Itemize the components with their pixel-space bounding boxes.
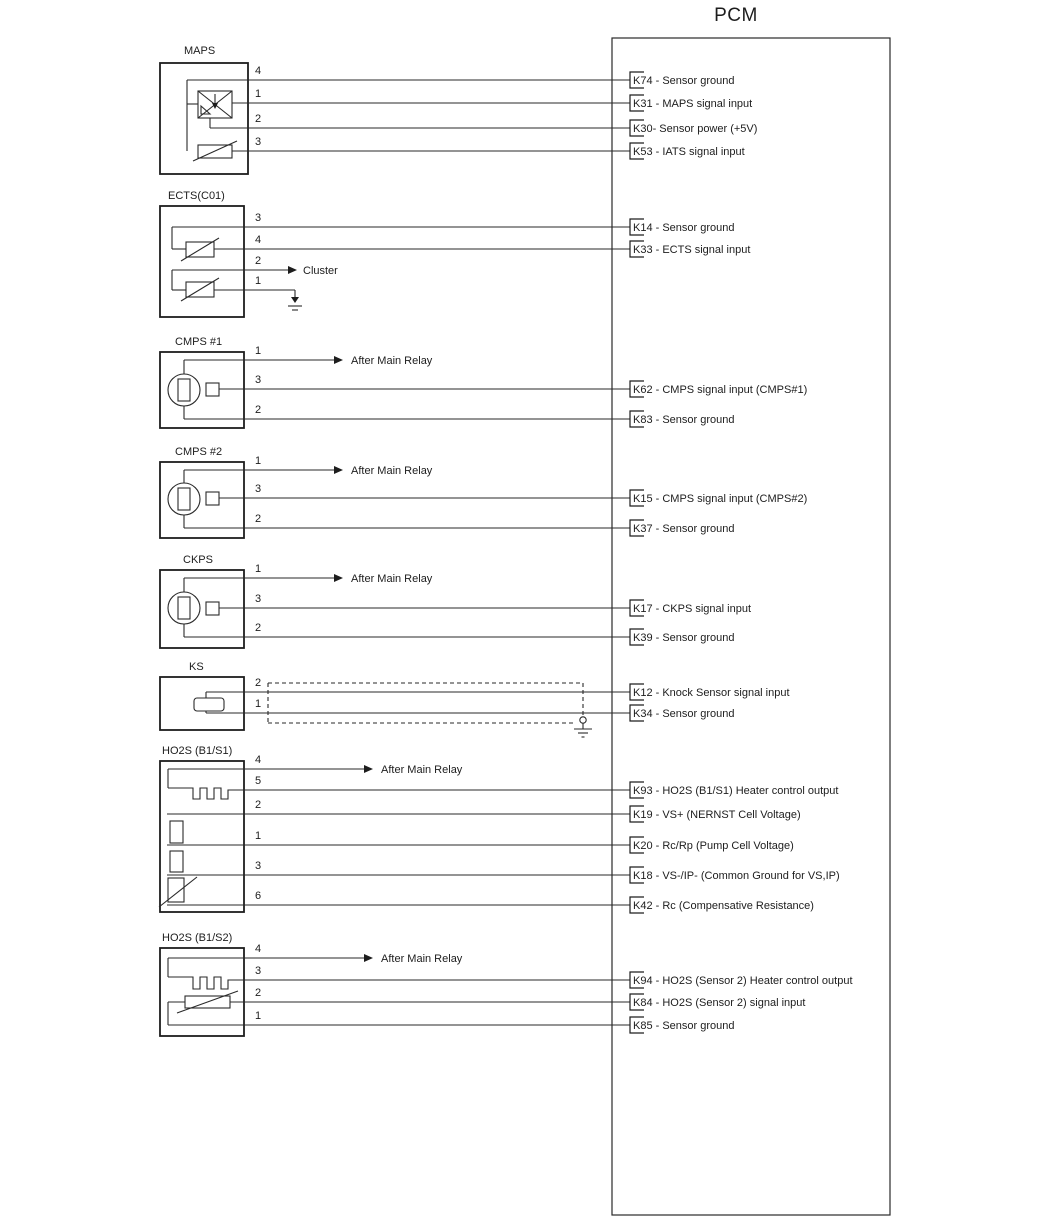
shield-box (268, 683, 592, 737)
cell-icon (170, 851, 183, 872)
arrow-icon (334, 466, 343, 474)
ground-icon (288, 290, 302, 310)
pin-number: 3 (255, 212, 262, 224)
arrow-icon (334, 574, 343, 582)
pcm-pin-label: K30- Sensor power (+5V) (633, 123, 758, 135)
pin-number: 3 (255, 374, 262, 386)
connector-box (160, 570, 244, 648)
pin-number: 1 (255, 698, 262, 710)
pin-number: 3 (255, 860, 262, 872)
pcm-pin-label: K33 - ECTS signal input (633, 244, 751, 256)
pcm-pin-label: K93 - HO2S (B1/S1) Heater control output (633, 785, 839, 797)
pin-number: 1 (255, 88, 262, 100)
connector-label: KS (189, 661, 204, 673)
pin-number: 2 (255, 799, 262, 811)
after-main-relay-label: After Main Relay (351, 465, 433, 477)
pin-number: 4 (255, 754, 262, 766)
connector-box (160, 352, 244, 428)
pin-number: 1 (255, 563, 262, 575)
pin-number: 2 (255, 622, 262, 634)
heater-element-icon (168, 977, 630, 989)
connector-ho2s-b1s2 (160, 932, 630, 1036)
arrow-icon (364, 765, 373, 773)
pcm-pin-label: K53 - IATS signal input (633, 146, 745, 158)
pcm-pin-label: K94 - HO2S (Sensor 2) Heater control output (633, 975, 853, 987)
pcm-title: PCM (714, 5, 758, 26)
pcm-pin-label: K62 - CMPS signal input (CMPS#1) (633, 384, 808, 396)
after-main-relay-label: After Main Relay (381, 764, 463, 776)
pcm-pin (630, 411, 735, 427)
pcm-pin-label: K42 - Rc (Compensative Resistance) (633, 900, 814, 912)
pcm-pin-label: K84 - HO2S (Sensor 2) signal input (633, 997, 806, 1009)
ground-icon (574, 723, 592, 737)
after-main-relay-label: After Main Relay (351, 573, 433, 585)
pin-number: 2 (255, 113, 262, 125)
pcm-box (612, 38, 890, 1215)
connector-ckps (160, 554, 630, 648)
pin-number: 4 (255, 943, 262, 955)
pcm-pin-label: K20 - Rc/Rp (Pump Cell Voltage) (633, 840, 794, 852)
pcm-pin-label: K17 - CKPS signal input (633, 603, 752, 615)
connector-cmps2 (160, 446, 630, 538)
pcm-pin (630, 219, 735, 235)
pcm-pin-label: K15 - CMPS signal input (CMPS#2) (633, 493, 808, 505)
pcm-pin (630, 490, 807, 506)
pin-number: 1 (255, 345, 262, 357)
pcm-pin-label: K18 - VS-/IP- (Common Ground for VS,IP) (633, 870, 840, 882)
pin-number: 3 (255, 593, 262, 605)
connector-label: ECTS(C01) (168, 190, 225, 202)
after-main-relay-label: After Main Relay (381, 953, 463, 965)
pin-number: 1 (255, 1010, 262, 1022)
pcm-pin (630, 837, 794, 853)
connector-ks (160, 661, 630, 737)
pcm-pin (630, 72, 735, 88)
pcm-pin (630, 867, 840, 883)
pcm-pin (630, 972, 853, 988)
connector-label: HO2S (B1/S2) (162, 932, 233, 944)
pcm-pin-label: K39 - Sensor ground (633, 632, 735, 644)
connector-ects (160, 190, 630, 317)
pin-number: 2 (255, 404, 262, 416)
connector-label: CMPS #2 (175, 446, 223, 458)
pin-number: 2 (255, 513, 262, 525)
pin-number: 4 (255, 65, 262, 77)
connector-box (160, 677, 244, 730)
pcm-pin (630, 381, 807, 397)
arrow-icon (288, 266, 297, 274)
pcm-pin (630, 143, 745, 159)
pcm-pin (630, 1017, 735, 1033)
pcm-pin (630, 705, 735, 721)
connector-box (160, 761, 244, 912)
after-main-relay-label: After Main Relay (351, 355, 433, 367)
pcm-pin-label: K12 - Knock Sensor signal input (633, 687, 790, 699)
pcm-pin (630, 600, 751, 616)
pin-number: 3 (255, 483, 262, 495)
pin-number: 3 (255, 965, 262, 977)
connector-label: MAPS (184, 45, 216, 57)
pin-number: 4 (255, 234, 262, 246)
pcm-pin (630, 520, 735, 536)
pin-number: 5 (255, 775, 262, 787)
pcm-pin (630, 684, 790, 700)
pcm-pin-label: K85 - Sensor ground (633, 1020, 735, 1032)
cluster-label: Cluster (303, 265, 338, 277)
pcm-pin-label: K31 - MAPS signal input (633, 98, 753, 110)
connector-label: HO2S (B1/S1) (162, 745, 233, 757)
knock-element-icon (194, 698, 224, 711)
arrow-icon (364, 954, 373, 962)
pcm-pin (630, 95, 752, 111)
pin-number: 1 (255, 830, 262, 842)
pin-number: 1 (255, 275, 262, 287)
pcm-pin (630, 994, 805, 1010)
pcm-pin-label: K83 - Sensor ground (633, 414, 735, 426)
pcm-pins (630, 72, 853, 1033)
pcm-pin-label: K19 - VS+ (NERNST Cell Voltage) (633, 809, 801, 821)
pcm-pin-label: K37 - Sensor ground (633, 523, 735, 535)
pin-number: 2 (255, 677, 262, 689)
pin-number: 3 (255, 136, 262, 148)
connector-box (160, 462, 244, 538)
pcm-pin-label: K14 - Sensor ground (633, 222, 735, 234)
connector-ho2s-b1s1 (159, 745, 630, 912)
pcm-pin-label: K34 - Sensor ground (633, 708, 735, 720)
arrow-icon (334, 356, 343, 364)
pcm-pin (630, 120, 757, 136)
pcm-pin (630, 629, 735, 645)
connector-label: CKPS (183, 554, 213, 566)
pcm-pin (630, 782, 838, 798)
connector-maps (160, 45, 630, 174)
pcm-pin (630, 806, 801, 822)
connector-label: CMPS #1 (175, 336, 223, 348)
pin-number: 1 (255, 455, 262, 467)
shield-node (580, 717, 586, 723)
pin-number: 6 (255, 890, 262, 902)
connector-cmps1 (160, 336, 630, 428)
pin-number: 2 (255, 255, 262, 267)
pcm-pin (630, 897, 814, 913)
pcm-pin (630, 241, 750, 257)
cell-icon (170, 821, 183, 843)
connector-box (160, 206, 244, 317)
heater-element-icon (168, 788, 630, 799)
pcm-pin-label: K74 - Sensor ground (633, 75, 735, 87)
pin-number: 2 (255, 987, 262, 999)
connector-box (160, 948, 244, 1036)
